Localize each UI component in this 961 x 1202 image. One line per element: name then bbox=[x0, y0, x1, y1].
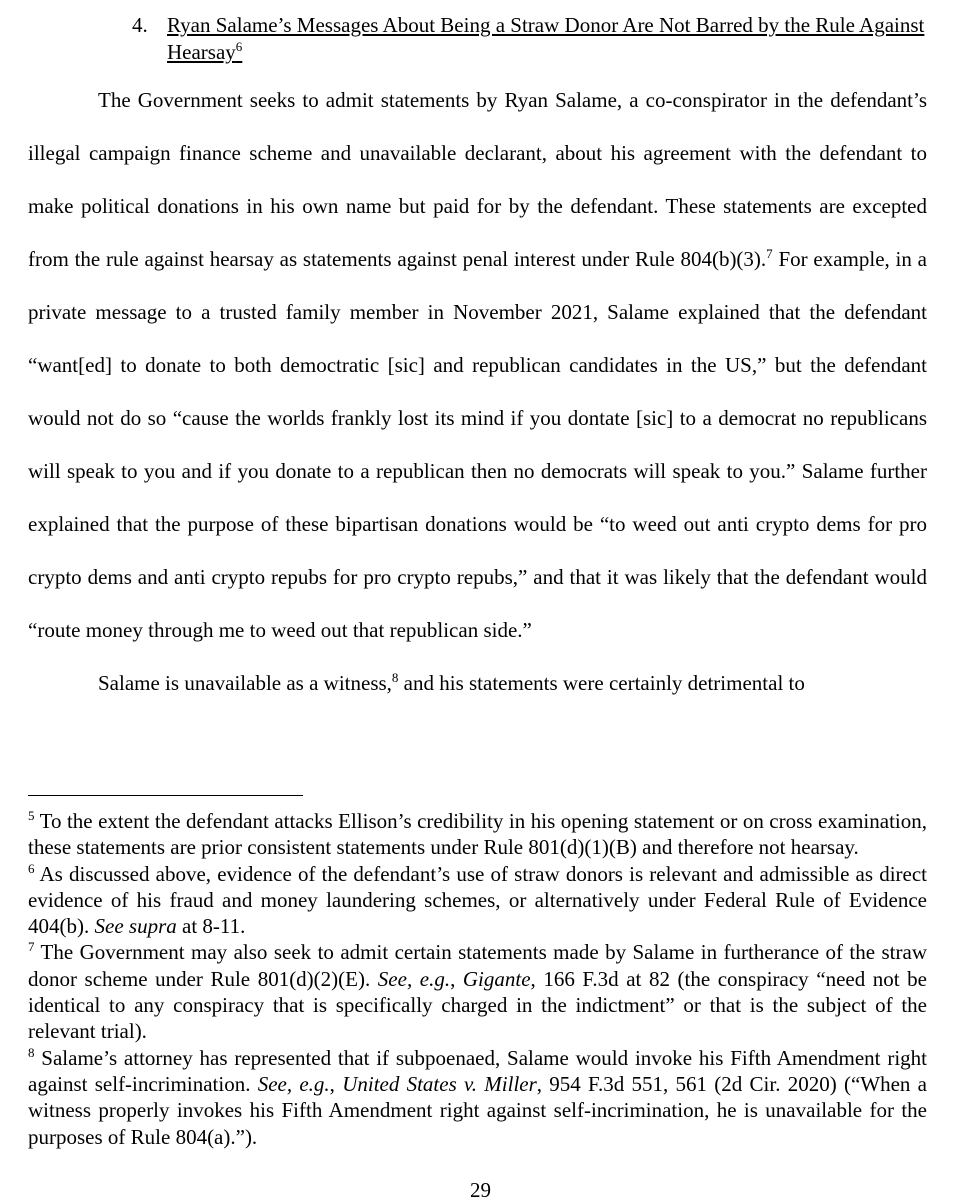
footnote-6-text-b: at 8-11. bbox=[176, 914, 246, 939]
paragraph-1-text-a: The Government seeks to admit statements by Ryan Salame, a co-conspirator in the defendant’s illegal campaign finance scheme and unavailable declarant, about his agreement with the defendant to make political donations in his own name but paid for by the defendant. These statements are excepted from the rule against hearsay as statements against penal interest under Rule 804(b)(3). bbox=[28, 88, 927, 271]
page-number: 29 bbox=[470, 1178, 491, 1202]
footnote-7-case-name: Gigante bbox=[462, 966, 531, 991]
section-title bbox=[167, 12, 927, 66]
footnote-separator bbox=[28, 795, 303, 796]
footnote-ref-7: 7 bbox=[766, 246, 773, 261]
paragraph-1-text-b: For example, in a private message to a trusted family member in November 2021, Salame explained that the defendant “want[ed] to donate to both democtratic [sic] and republican candidates in the US,” but the defendant would not do so “cause the worlds frankly lost its mind if you dontate [sic] to a democrat no republicans will speak to you and if you donate to a republican then no democrats will speak to you.” Salame further explained that the purpose of these bipartisan donations would be “to weed out anti crypto dems for pro crypto dems and anti crypto repubs for pro crypto repubs,” and that it was likely that the defendant would “route money through me to weed out that republican side.” bbox=[28, 247, 927, 642]
footnote-6-number: 6 bbox=[28, 860, 35, 876]
footnote-6-text-a: As discussed above, evidence of the defendant’s use of straw donors is relevant and admissible as direct evidence of his fraud and money laundering schemes, or alternatively under Federal Rule of Evidence 404(b). bbox=[28, 861, 927, 939]
paragraph-2-text-b: and his statements were certainly detrimental to bbox=[398, 671, 805, 695]
footnote-7 bbox=[28, 939, 927, 1044]
footnote-7-number: 7 bbox=[28, 939, 35, 955]
footnote-5-number: 5 bbox=[28, 808, 35, 823]
footnote-ref-6: 6 bbox=[235, 39, 243, 54]
footnote-8-case-name: United States v. Miller bbox=[342, 1071, 537, 1096]
footnote-8-text-a: Salame’s attorney has represented that if subpoenaed, Salame would invoke his Fifth Amendment right against self-incrimination. bbox=[28, 1045, 927, 1096]
section-number: 4. bbox=[132, 13, 148, 37]
footnote-7-signal: See, e.g. bbox=[377, 966, 451, 991]
footnote-ref-8: 8 bbox=[391, 670, 399, 685]
footnotes bbox=[28, 808, 927, 1150]
body-paragraph-1 bbox=[28, 74, 927, 657]
footnote-6 bbox=[28, 861, 927, 940]
body-paragraph-2 bbox=[28, 657, 927, 710]
footnote-5-text: To the extent the defendant attacks Ellison’s credibility in his opening statement or on cross examination, these statements are prior consistent statements under Rule 801(d)(1)(B) and therefore not hearsay. bbox=[28, 809, 927, 860]
footnote-8-text-b: , 954 F.3d 551, 561 (2d Cir. 2020) (“When a witness properly invokes his Fifth Amendment right against self-incrimination, he is unavailable for the purposes of Rule 804(a).”). bbox=[28, 1071, 928, 1149]
paragraph-2-text-a: Salame is unavailable as a witness, bbox=[98, 671, 392, 695]
footnote-8 bbox=[28, 1045, 927, 1150]
footnote-8-signal: See, e.g. bbox=[257, 1071, 330, 1096]
footnote-7-text-a: The Government may also seek to admit certain statements made by Salame in furtherance of the straw donor scheme under Rule 801(d)(2)(E). bbox=[28, 940, 927, 991]
footnote-8-number: 8 bbox=[28, 1044, 35, 1060]
footnote-7-comma: , bbox=[450, 966, 463, 991]
footnote-5 bbox=[28, 808, 927, 861]
footnote-7-text-b: , 166 F.3d at 82 (the conspiracy “need not be identical to any conspiracy that is specifically charged in the indictment” or that is the subject of the relevant trial). bbox=[28, 966, 927, 1044]
section-title-text: Ryan Salame’s Messages About Being a Straw Donor Are Not Barred by the Rule Against Hearsay bbox=[167, 13, 925, 64]
footnote-6-italic: See supra bbox=[94, 914, 177, 939]
footnote-8-comma: , bbox=[329, 1071, 343, 1096]
body-text bbox=[28, 74, 927, 710]
